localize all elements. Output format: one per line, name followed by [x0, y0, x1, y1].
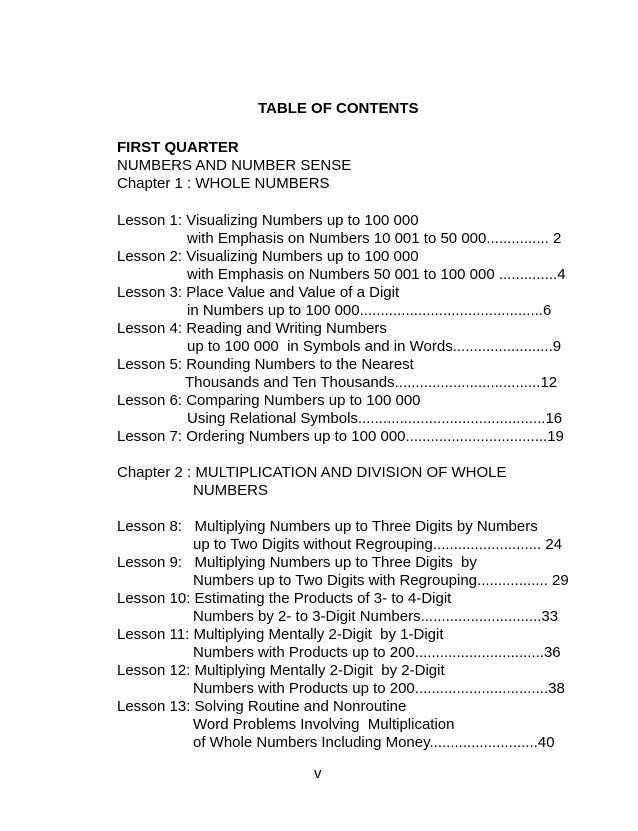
- lesson-3-subtitle: in Numbers up to 100 000............................................6: [187, 302, 552, 319]
- lesson-1-subtitle: with Emphasis on Numbers 10 001 to 50 000............... 2: [187, 230, 562, 247]
- page-number: v: [314, 765, 322, 782]
- lesson-9-title: Lesson 9: Multiplying Numbers up to Three Digits by: [117, 554, 477, 571]
- lesson-1-title: Lesson 1: Visualizing Numbers up to 100 000: [117, 212, 419, 229]
- lesson-8-subtitle: up to Two Digits without Regrouping.......................... 24: [193, 536, 563, 553]
- chapter-1-title: Chapter 1 : WHOLE NUMBERS: [117, 175, 330, 192]
- lesson-2-title: Lesson 2: Visualizing Numbers up to 100 000: [117, 248, 419, 265]
- lesson-3-title: Lesson 3: Place Value and Value of a Digit: [117, 284, 400, 301]
- quarter-title: FIRST QUARTER: [117, 139, 239, 156]
- lesson-12-title: Lesson 12: Multiplying Mentally 2-Digit by 2-Digit: [117, 662, 445, 679]
- lesson-9-subtitle: Numbers up to Two Digits with Regrouping................. 29: [193, 572, 569, 589]
- lesson-13-subtitle-cont: of Whole Numbers Including Money..........................40: [193, 734, 555, 751]
- lesson-6-title: Lesson 6: Comparing Numbers up to 100 000: [117, 392, 421, 409]
- lesson-10-title: Lesson 10: Estimating the Products of 3- to 4-Digit: [117, 590, 452, 607]
- lesson-5-title: Lesson 5: Rounding Numbers to the Nearest: [117, 356, 414, 373]
- lesson-4-title: Lesson 4: Reading and Writing Numbers: [117, 320, 387, 337]
- lesson-2-subtitle: with Emphasis on Numbers 50 001 to 100 000 ..............4: [187, 266, 566, 283]
- lesson-7-title: Lesson 7: Ordering Numbers up to 100 000..................................19: [117, 428, 564, 445]
- toc-heading: TABLE OF CONTENTS: [258, 100, 419, 117]
- lesson-13-subtitle: Word Problems Involving Multiplication: [193, 716, 455, 733]
- chapter-2-title-cont: NUMBERS: [193, 482, 269, 499]
- section-title: NUMBERS AND NUMBER SENSE: [117, 157, 352, 174]
- lesson-11-title: Lesson 11: Multiplying Mentally 2-Digit by 1-Digit: [117, 626, 444, 643]
- lesson-12-subtitle: Numbers with Products up to 200................................38: [193, 680, 565, 697]
- chapter-2-title: Chapter 2 : MULTIPLICATION AND DIVISION OF WHOLE: [117, 464, 507, 481]
- lesson-13-title: Lesson 13: Solving Routine and Nonroutine: [117, 698, 407, 715]
- lesson-4-subtitle: up to 100 000 in Symbols and in Words........................9: [187, 338, 562, 355]
- lesson-6-subtitle: Using Relational Symbols.............................................16: [187, 410, 563, 427]
- lesson-10-subtitle: Numbers by 2- to 3-Digit Numbers.............................33: [193, 608, 559, 625]
- lesson-5-subtitle: Thousands and Ten Thousands...................................12: [185, 374, 558, 391]
- lesson-8-title: Lesson 8: Multiplying Numbers up to Three Digits by Numbers: [117, 518, 538, 535]
- lesson-11-subtitle: Numbers with Products up to 200...............................36: [193, 644, 561, 661]
